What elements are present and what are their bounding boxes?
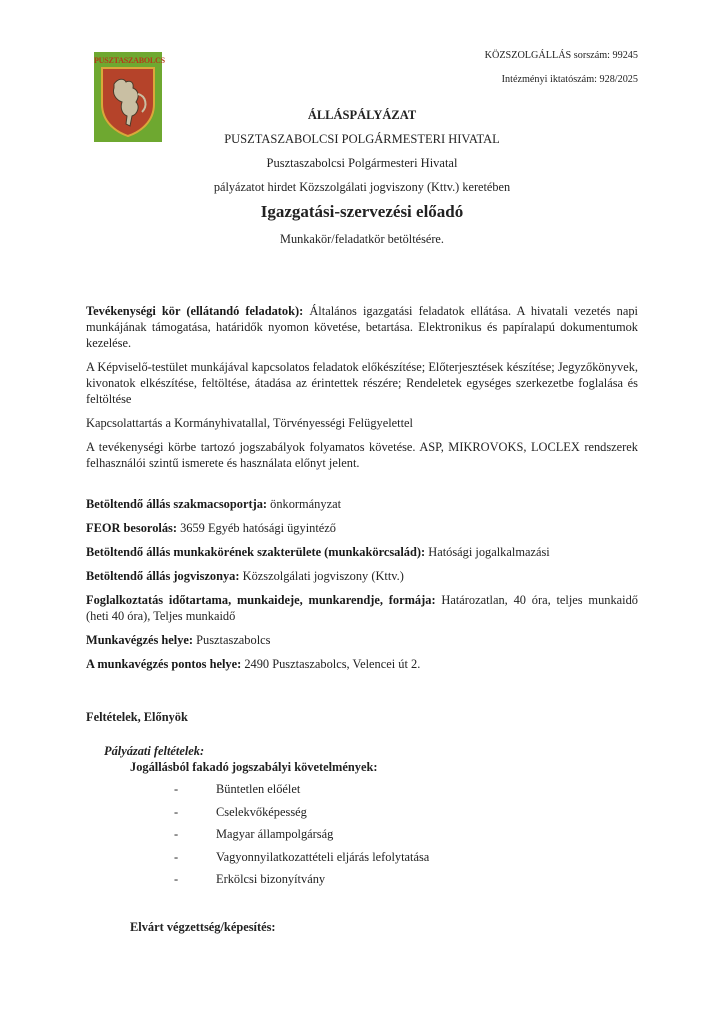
job-info-section xyxy=(86,496,638,680)
requirement-text: Magyar állampolgárság xyxy=(216,827,334,841)
info-label: Betöltendő állás szakmacsoportja: xyxy=(86,497,268,511)
dash-bullet-icon: - xyxy=(174,849,179,864)
info-label: A munkavégzés pontos helye: xyxy=(86,657,242,671)
organization-caps: PUSZTASZABOLCSI POLGÁRMESTERI HIVATAL xyxy=(224,132,500,146)
info-value: Pusztaszabolcs xyxy=(196,633,271,647)
info-value: 3659 Egyéb hatósági ügyintéző xyxy=(180,521,336,535)
position-purpose: Munkakör/feladatkör betöltésére. xyxy=(280,232,444,246)
announcement-intro: pályázatot hirdet Közszolgálati jogviszony (Kttv.) keretében xyxy=(213,180,511,194)
info-field xyxy=(86,520,638,536)
info-label: FEOR besorolás: xyxy=(86,521,177,535)
tasks-paragraph: A tevékenységi körbe tartozó jogszabályok folyamatos követése. ASP, MIKROVOKS, LOCLEX rendszerek felhasználói szintű ismerete és használata előnyt jelent. xyxy=(86,440,638,470)
info-label: Munkavégzés helye: xyxy=(86,633,194,647)
info-field xyxy=(86,632,638,648)
info-field xyxy=(86,656,638,672)
dash-bullet-icon: - xyxy=(174,827,179,841)
info-field xyxy=(86,592,638,624)
tasks-paragraph: A Képviselő-testület munkájával kapcsolatos feladatok előkészítése; Előterjesztések készítése; Jegyzőkönyvek, kivonatok elkészítése, feltöltése, átadása az érintettek részére; Rendeletek egységes szerkezetbe foglalása és feltöltése xyxy=(86,360,638,406)
info-label: Betöltendő állás jogviszonya: xyxy=(86,569,240,583)
tasks-label: Tevékenységi kör (ellátandó feladatok): xyxy=(86,304,304,318)
tasks-paragraph: Kapcsolattartás a Kormányhivatallal, Törvényességi Felügyelettel xyxy=(86,416,413,430)
reference-block xyxy=(485,44,638,92)
dash-bullet-icon: - xyxy=(174,782,179,796)
requirement-text: Cselekvőképesség xyxy=(216,804,307,819)
tasks-text: Általános igazgatási feladatok ellátása. A hivatali vezetés napi munkájának támogatása, határidők nyomon követése, betartása. Elektronikus és papíralapú dokumentumok kezelése. xyxy=(86,304,638,350)
education-title: Elvárt végzettség/képesítés: xyxy=(130,920,276,934)
dash-bullet-icon: - xyxy=(174,872,179,886)
conditions-title: Feltételek, Előnyök xyxy=(86,710,188,724)
conditions-subtitle: Pályázati feltételek: xyxy=(104,744,205,758)
dash-bullet-icon: - xyxy=(174,804,179,819)
requirement-text: Vagyonnyilatkozattételi eljárás lefolytatása xyxy=(216,849,430,864)
info-value: Határozatlan, 40 óra, teljes munkaidő (heti 40 óra), Teljes munkaidő xyxy=(86,593,638,623)
info-field xyxy=(86,496,638,512)
info-label: Foglalkoztatás időtartama, munkaideje, munkarendje, formája: xyxy=(86,593,436,607)
info-value: Hatósági jogalkalmazási xyxy=(428,545,550,559)
coat-of-arms-logo xyxy=(94,52,165,142)
registry-number: Intézményi iktatószám: 928/2025 xyxy=(501,74,638,85)
info-value: 2490 Pusztaszabolcs, Velencei út 2. xyxy=(244,657,421,671)
legal-requirements-title: Jogállásból fakadó jogszabályi követelmények: xyxy=(130,760,378,774)
requirement-text: Büntetlen előélet xyxy=(216,782,301,796)
ref-number: KÖZSZOLGÁLLÁS sorszám: 99245 xyxy=(484,50,638,61)
organization-name: Pusztaszabolcsi Polgármesteri Hivatal xyxy=(266,156,458,170)
position-title: Igazgatási-szervezési előadó xyxy=(260,202,464,221)
info-value: önkormányzat xyxy=(270,497,342,511)
requirement-text: Erkölcsi bizonyítvány xyxy=(216,872,326,886)
info-field xyxy=(86,568,638,584)
tasks-section xyxy=(86,303,638,479)
tasks-paragraph xyxy=(86,303,638,351)
info-field xyxy=(86,544,638,560)
info-value: Közszolgálati jogviszony (Kttv.) xyxy=(242,569,404,583)
info-label: Betöltendő állás munkakörének szakterülete (munkakörcsalád): xyxy=(86,545,426,559)
shield-icon xyxy=(100,66,156,138)
document-title: ÁLLÁSPÁLYÁZAT xyxy=(307,108,417,122)
logo-text: PUSZTASZABOLCS xyxy=(94,56,165,65)
